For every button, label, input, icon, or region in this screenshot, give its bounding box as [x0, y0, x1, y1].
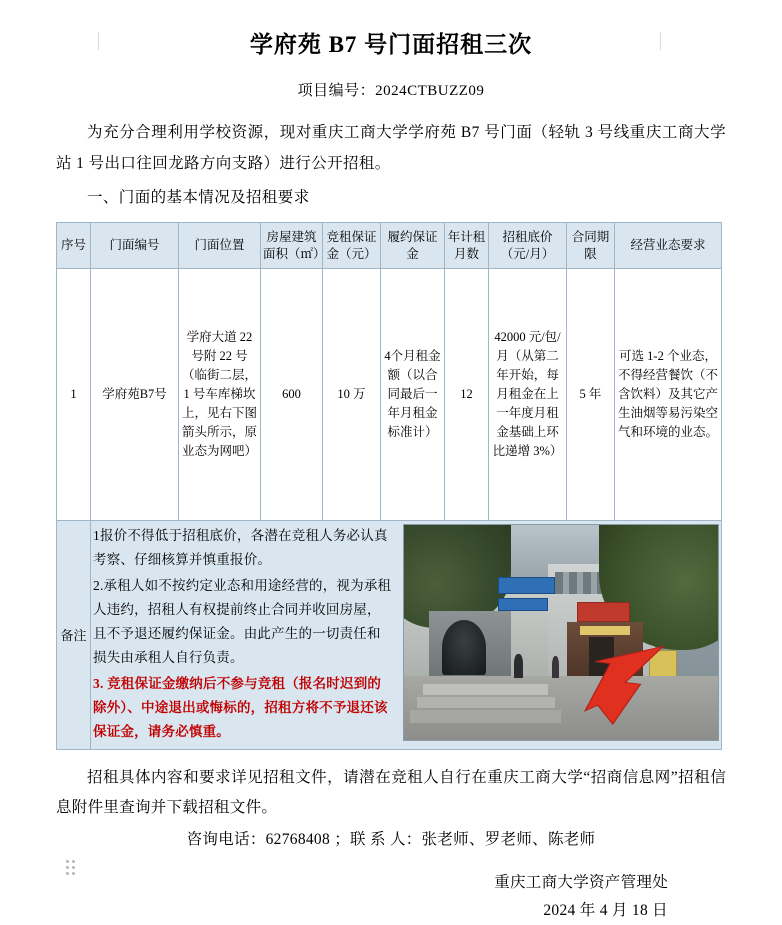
- remark-warning: 3. 竞租保证金缴纳后不参与竞租（报名时迟到的除外）、中途退出或悔标的，招租方将不予退还该保证金，请务必慎重。: [93, 676, 388, 739]
- cell-area: 600: [261, 269, 323, 521]
- th-seq: 序号: [57, 223, 91, 269]
- project-number: 项目编号：2024CTBUZZ09: [297, 83, 485, 99]
- cell-seq: 1: [57, 269, 91, 521]
- closing-paragraph: 招租具体内容和要求详见招租文件，请潜在竞租人自行在重庆工商大学“招商信息网”招租信息附件里查询并下载招租文件。: [56, 769, 726, 816]
- remark-item-1: 1报价不得低于招租底价，各潜在竞租人务必认真考察、仔细核算并慎重报价。: [93, 528, 388, 567]
- shop-location-photo: [403, 524, 719, 741]
- remarks-text: [93, 524, 393, 746]
- section-heading-one: 一、门面的基本情况及招租要求: [87, 189, 310, 206]
- cell-shop-no: 学府苑B7号: [91, 269, 179, 521]
- signature-org: 重庆工商大学资产管理处: [494, 874, 668, 891]
- remarks-label: 备注: [57, 521, 91, 750]
- th-business-type: 经营业态要求: [615, 223, 722, 269]
- th-rent-months: 年计租月数: [445, 223, 489, 269]
- page-title: 学府苑 B7 号门面招租三次: [249, 32, 533, 57]
- cell-base-price: 42000 元/包/月（从第二年开始，每月租金在上一年度月租金基础上环比递增 3%）: [489, 269, 567, 521]
- th-performance-deposit: 履约保证金: [381, 223, 445, 269]
- shop-info-table: [56, 222, 722, 750]
- cell-business-type: 可选 1-2 个业态，不得经营餐饮（不含饮料）及其它产生油烟等易污染空气和环境的业态。: [615, 269, 722, 521]
- cell-bid-deposit: 10 万: [323, 269, 381, 521]
- cell-contract-term: 5 年: [567, 269, 615, 521]
- th-area: 房屋建筑面积（㎡）: [261, 223, 323, 269]
- remarks-row: [57, 521, 722, 750]
- document-page: [0, 26, 782, 925]
- cell-location: 学府大道 22 号附 22 号（临街二层，1 号车库梯坎上，见右下图箭头所示，原业态为网吧）: [179, 269, 261, 521]
- th-bid-deposit: 竞租保证金（元）: [323, 223, 381, 269]
- cell-performance-deposit: 4个月租金额（以合同最后一年月租金标准计）: [381, 269, 445, 521]
- cell-rent-months: 12: [445, 269, 489, 521]
- table-header-row: [57, 223, 722, 269]
- th-shop-no: 门面编号: [91, 223, 179, 269]
- signature-date: 2024 年 4 月 18 日: [543, 902, 668, 919]
- table-row: [57, 269, 722, 521]
- remarks-cell: [91, 521, 722, 750]
- red-arrow-icon: [555, 637, 681, 732]
- remark-item-2: 2.承租人如不按约定业态和用途经营的，视为承租人违约，招租人有权提前终止合同并收回房屋，且不予退还履约保证金。由此产生的一切责任和损失由承租人自行负责。: [93, 578, 392, 665]
- intro-paragraph: 为充分合理利用学校资源，现对重庆工商大学学府苑 B7 号门面（轻轨 3 号线重庆工商大学站 1 号出口往回龙路方向支路）进行公开招租。: [56, 124, 726, 172]
- contact-line: 咨询电话：62768408 ；联 系 人：张老师、罗老师、陈老师: [186, 831, 596, 848]
- th-contract-term: 合同期限: [567, 223, 615, 269]
- th-location: 门面位置: [179, 223, 261, 269]
- th-base-price: 招租底价（元/月）: [489, 223, 567, 269]
- drag-handle-dots[interactable]: [66, 860, 76, 876]
- signature-block: [56, 869, 726, 925]
